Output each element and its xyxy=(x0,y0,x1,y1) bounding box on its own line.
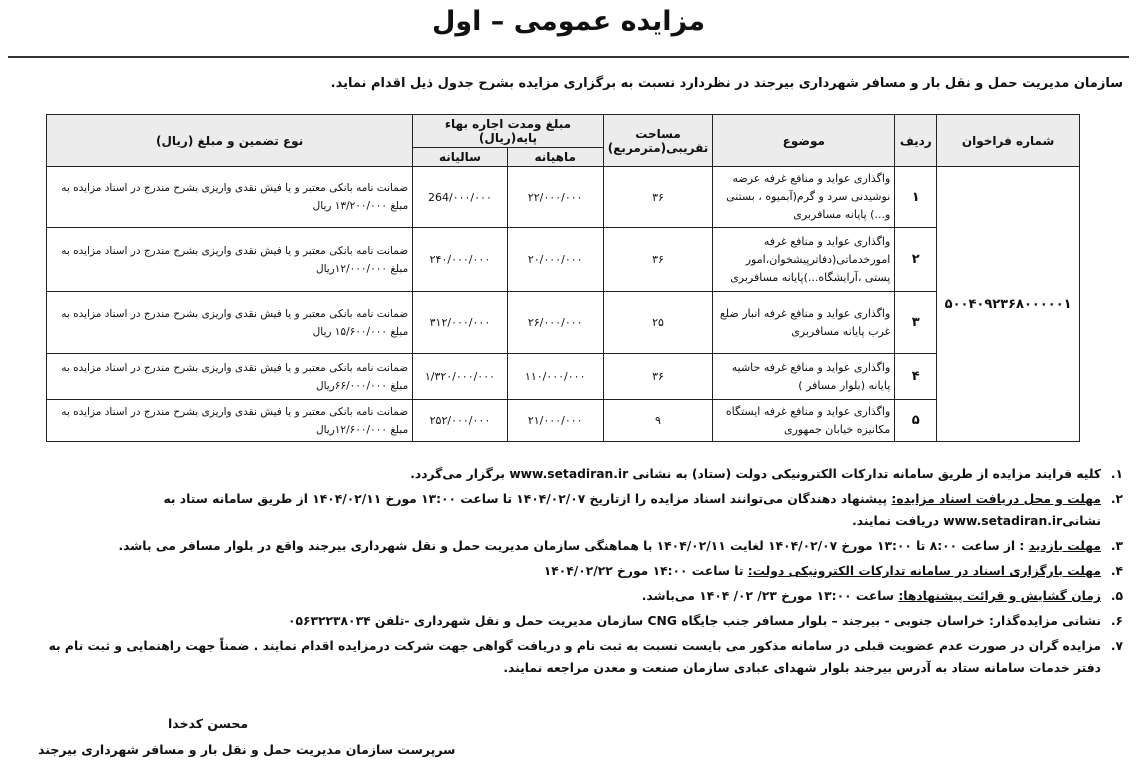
note-label: مهلت بارگزاری اسناد در سامانه تدارکات الکترونیکی دولت: xyxy=(747,564,1101,578)
yearly-cell: 264/۰۰۰/۰۰۰ xyxy=(413,167,507,228)
note-text: نشانی مزایده‌گذار: خراسان جنوبی - بیرجند – بلوار مسافر جنب جایگاه CNG سازمان مدیریت حمل و نقل شهرداری -تلفن ۰۵۶۳۲۲۳۸۰۳۴ xyxy=(288,614,1101,628)
header-monthly: ماهیانه xyxy=(507,148,603,167)
area-cell: ۲۵ xyxy=(603,292,713,354)
subject-cell: واگذاری عواید و منافع غرفه عرضه نوشیدنی سرد و گرم(آبمیوه ، بستنی و...) پایانه مسافربری xyxy=(713,167,895,228)
title-divider xyxy=(8,56,1129,58)
table-row xyxy=(47,228,1080,292)
note-label: زمان گشایش و قرائت پیشنهادها: xyxy=(898,589,1101,603)
note-item xyxy=(18,585,1123,607)
table-header-row xyxy=(47,115,1080,148)
header-guarantee: نوع تضمین و مبلغ (ریال) xyxy=(47,115,413,167)
note-label: مهلت و محل دریافت اسناد مزایده: xyxy=(891,492,1101,506)
monthly-cell: ۱۱۰/۰۰۰/۰۰۰ xyxy=(507,354,603,400)
note-number: ۴. xyxy=(1110,564,1123,578)
yearly-cell: ۲۵۲/۰۰۰/۰۰۰ xyxy=(413,400,507,442)
note-number: ۶. xyxy=(1110,614,1123,628)
note-item xyxy=(18,463,1123,485)
row-number: ۱ xyxy=(895,167,937,228)
monthly-cell: ۲۰/۰۰۰/۰۰۰ xyxy=(507,228,603,292)
header-call-number: شماره فراخوان xyxy=(937,115,1080,167)
note-text: ساعت ۱۳:۰۰ مورخ ۲۳/ ۰۲/ ۱۴۰۴ می‌باشد. xyxy=(641,589,899,603)
guarantee-cell: ضمانت نامه بانکی معتبر و یا فیش نقدی واریزی بشرح مندرج در اسناد مزایده به مبلغ ۱۲/۰۰۰/۰۰۰ریال xyxy=(47,228,413,292)
table-row xyxy=(47,400,1080,442)
subject-cell: واگذاری عواید و منافع غرفه حاشیه پایانه (بلوار مسافر ) xyxy=(713,354,895,400)
note-label: مهلت بازدید xyxy=(1028,539,1101,553)
note-text: کلیه فرایند مزایده از طریق سامانه تدارکات الکترونیکی دولت (ستاد) به نشانی www.setadiran.ir برگزار می‌گردد. xyxy=(410,467,1101,481)
row-number: ۵ xyxy=(895,400,937,442)
yearly-cell: ۲۴۰/۰۰۰/۰۰۰ xyxy=(413,228,507,292)
note-item xyxy=(18,535,1123,557)
notes-list xyxy=(18,463,1123,682)
table-row xyxy=(47,354,1080,400)
row-number: ۴ xyxy=(895,354,937,400)
header-subject: موضوع xyxy=(713,115,895,167)
note-item xyxy=(18,635,1123,679)
monthly-cell: ۲۲/۰۰۰/۰۰۰ xyxy=(507,167,603,228)
yearly-cell: ۱/۳۲۰/۰۰۰/۰۰۰ xyxy=(413,354,507,400)
monthly-cell: ۲۶/۰۰۰/۰۰۰ xyxy=(507,292,603,354)
guarantee-cell: ضمانت نامه بانکی معتبر و یا فیش نقدی واریزی بشرح مندرج در اسناد مزایده به مبلغ ۱۲/۶۰۰/۰۰۰ریال xyxy=(47,400,413,442)
note-item xyxy=(18,488,1123,532)
note-text: : از ساعت ۸:۰۰ تا ۱۳:۰۰ مورخ ۱۴۰۴/۰۲/۰۷ لغایت ۱۴۰۴/۰۲/۱۱ با هماهنگی سازمان مدیریت حمل و نقل شهرداری بیرجند واقع در بلوار مسافر می باشد. xyxy=(118,539,1029,553)
note-text: مزایده گران در صورت عدم عضویت قبلی در سامانه مذکور می بایست نسبت به ثبت نام و دریافت گواهی جهت شرکت درمزایده اقدام نمایند . ضمناً جهت راهنمایی و ثبت نام به دفتر خدمات سامانه ستاد به آدرس بیرجند بلوار شهدای عبادی سازمان صنعت و معدن مراجعه نمایند. xyxy=(48,639,1101,675)
subject-cell: واگذاری عواید و منافع غرفه امورخدماتی(دفاترپیشخوان،امور پستی ،آرایشگاه...)پایانه مسافربری xyxy=(713,228,895,292)
note-number: ۵. xyxy=(1110,589,1123,603)
header-rent: مبلغ ومدت اجاره بهاء پایه(ریال) xyxy=(413,115,604,148)
note-text: تا ساعت ۱۴:۰۰ مورخ ۱۴۰۴/۰۲/۲۲ xyxy=(543,564,748,578)
signatory-position: سرپرست سازمان مدیریت حمل و نقل بار و مسافر شهرداری بیرجند xyxy=(38,742,456,757)
header-area: مساحت تقریبی(مترمربع) xyxy=(603,115,713,167)
signatory-name: محسن کدخدا xyxy=(168,716,249,731)
header-row-number: ردیف xyxy=(895,115,937,167)
area-cell: ۳۶ xyxy=(603,228,713,292)
row-number: ۳ xyxy=(895,292,937,354)
page-title: مزایده عمومی – اول xyxy=(431,6,706,37)
header-yearly: سالیانه xyxy=(413,148,507,167)
note-number: ۳. xyxy=(1110,539,1123,553)
intro-text: سازمان مدیریت حمل و نقل بار و مسافر شهرداری بیرجند در نظردارد نسبت به برگزاری مزایده بشرح جدول ذیل اقدام نماید. xyxy=(330,76,1123,91)
table-row xyxy=(47,292,1080,354)
note-number: ۱. xyxy=(1110,467,1123,481)
area-cell: ۳۶ xyxy=(603,167,713,228)
area-cell: ۹ xyxy=(603,400,713,442)
note-item xyxy=(18,560,1123,582)
note-item xyxy=(18,610,1123,632)
table-row xyxy=(47,167,1080,228)
subject-cell: واگذاری عواید و منافع غرفه ایستگاه مکانیزه خیابان جمهوری xyxy=(713,400,895,442)
auction-table xyxy=(46,114,1080,442)
row-number: ۲ xyxy=(895,228,937,292)
subject-cell: واگذاری عواید و منافع غرفه انبار ضلع غرب پایانه مسافربری xyxy=(713,292,895,354)
note-number: ۲. xyxy=(1110,492,1123,506)
guarantee-cell: ضمانت نامه بانکی معتبر و یا فیش نقدی واریزی بشرح مندرج در اسناد مزایده به مبلغ ۱۵/۶۰۰/۰۰۰ ریال xyxy=(47,292,413,354)
guarantee-cell: ضمانت نامه بانکی معتبر و یا فیش نقدی واریزی بشرح مندرج در اسناد مزایده به مبلغ ۶۶/۰۰۰/۰۰۰ریال xyxy=(47,354,413,400)
yearly-cell: ۳۱۲/۰۰۰/۰۰۰ xyxy=(413,292,507,354)
note-text: پیشنهاد دهندگان می‌توانند اسناد مزایده را ازتاریخ ۱۴۰۴/۰۲/۰۷ تا ساعت ۱۳:۰۰ مورخ ۱۴۰۴/۰۲/۱۱ از طریق سامانه ستاد به نشانیwww.setadiran.ir دریافت نمایند. xyxy=(163,492,1101,528)
monthly-cell: ۲۱/۰۰۰/۰۰۰ xyxy=(507,400,603,442)
guarantee-cell: ضمانت نامه بانکی معتبر و یا فیش نقدی واریزی بشرح مندرج در اسناد مزایده به مبلغ ۱۳/۲۰۰/۰۰۰ ریال xyxy=(47,167,413,228)
note-number: ۷. xyxy=(1110,639,1123,653)
area-cell: ۳۶ xyxy=(603,354,713,400)
call-number-cell: ۵۰۰۴۰۹۲۳۶۸۰۰۰۰۰۱ xyxy=(937,167,1080,442)
